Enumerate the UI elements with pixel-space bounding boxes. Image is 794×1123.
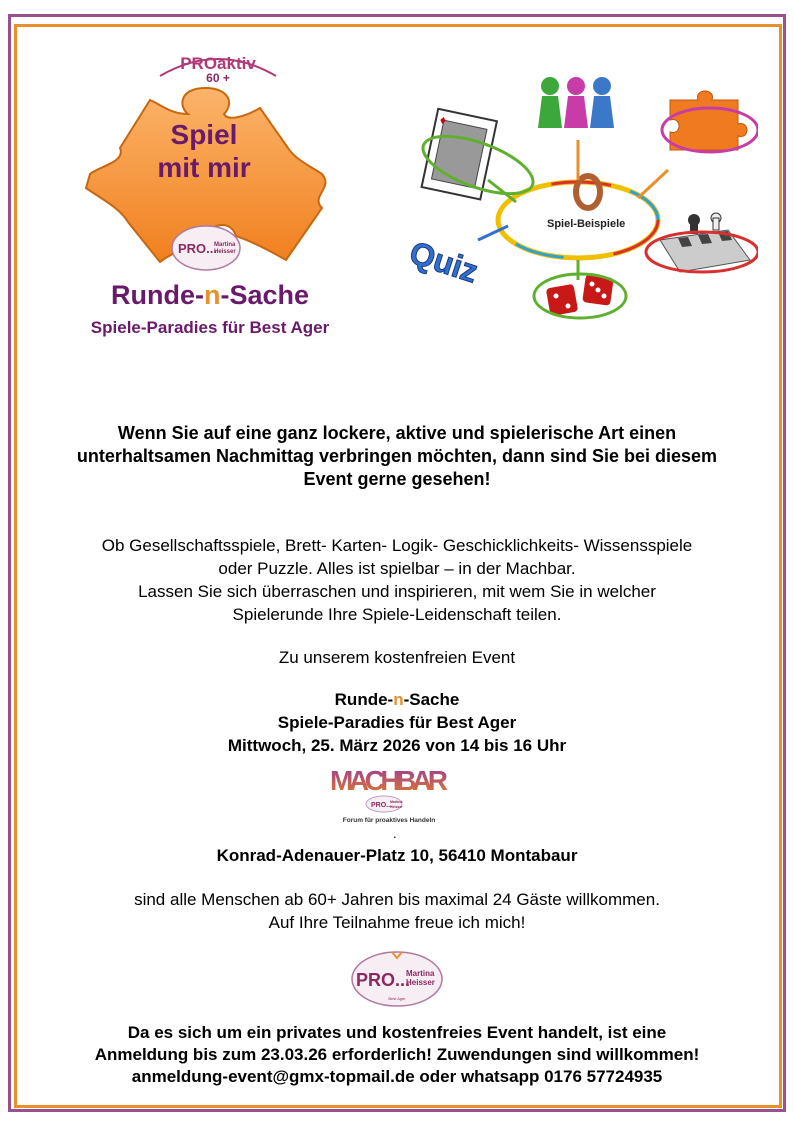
brand-name: PROaktiv (180, 54, 256, 73)
game-pawns-icon (538, 77, 614, 128)
chess-board-icon (660, 213, 750, 272)
event-title-part-3: -Sache (403, 690, 460, 709)
title-part-3: -Sache (220, 280, 310, 310)
title-part-1: Runde- (110, 280, 204, 310)
paragraph-games (40, 534, 754, 626)
brand-sub: 60 + (206, 71, 230, 85)
pro-badge-small (170, 224, 242, 272)
puzzle-line-2: mit mir (157, 152, 251, 183)
badge-small: Best Ager (388, 996, 406, 1001)
pro-martina-heisser-badge (350, 946, 444, 1008)
footer-line-2: Anmeldung bis zum 23.03.26 erforderlich! Zuwendungen sind willkommen! (94, 1045, 700, 1064)
footer-line-1: Da es sich um ein privates und kostenfreies Event handelt, ist eine (127, 1023, 667, 1042)
svg-text:♦: ♦ (438, 112, 448, 128)
intro-line-2: unterhaltsamen Nachmittag verbringen möchten, dann sind Sie bei diesem (76, 446, 718, 466)
pro-badge-small-name2: Heisser (214, 249, 236, 255)
machbar-name: MACHBAR (330, 765, 448, 796)
playing-card-icon (422, 109, 497, 200)
event-title (40, 688, 754, 711)
pro-badge-small-label: PRO... (178, 241, 218, 256)
badge-name2: Heisser (406, 978, 435, 987)
intro-line-3: Event gerne gesehen! (303, 469, 491, 489)
machbar-logo (324, 762, 454, 830)
intro-line-1: Wenn Sie auf eine ganz lockere, aktive und spielerische Art einen (117, 423, 677, 443)
badge-pro: PRO... (356, 970, 411, 990)
event-date: Mittwoch, 25. März 2026 von 14 bis 16 Uhr (227, 736, 567, 755)
games-illustration (398, 70, 758, 330)
spiel-beispiele-label: Spiel-Beispiele (547, 218, 626, 230)
title-part-n: n (203, 280, 221, 310)
puzzle-small-icon (670, 91, 747, 150)
main-subtitle: Spiele-Paradies für Best Ager (90, 318, 330, 337)
machbar-name1: Martina (390, 800, 403, 804)
paragraph-games-line-1: Ob Gesellschaftsspiele, Brett- Karten- Logik- Geschicklichkeits- Wissensspiele (101, 536, 693, 555)
registration-footer (40, 1022, 754, 1088)
games-illustration-svg (398, 70, 758, 330)
pro-badge-small-name1: Martina (214, 242, 236, 248)
paragraph-games-line-4: Spielerunde Ihre Spiele-Leidenschaft teilen. (232, 605, 562, 624)
spiel-mit-mir-logo (60, 48, 360, 348)
event-subtitle: Spiele-Paradies für Best Ager (277, 713, 517, 732)
paragraph-welcome (40, 888, 754, 934)
footer-contact: anmeldung-event@gmx-topmail.de oder whatsapp 0176 57724935 (131, 1067, 663, 1086)
puzzle-line-1: Spiel (170, 119, 238, 150)
event-title-part-1: Runde- (334, 690, 394, 709)
event-details (40, 688, 754, 757)
main-title (80, 280, 340, 311)
badge-name1: Martina (406, 969, 435, 978)
machbar-tagline: Forum für proaktives Handeln (342, 817, 436, 824)
event-title-part-n: n (393, 690, 404, 709)
machbar-name2: Heisser (390, 805, 403, 809)
machbar-pro: PRO... (371, 802, 393, 809)
quiz-label: Quiz (405, 233, 483, 290)
dice-icon (546, 274, 614, 316)
paragraph-games-line-2: oder Puzzle. Alles ist spielbar – in der Machbar. (218, 559, 576, 578)
paragraph-invite: Zu unserem kostenfreien Event (278, 648, 516, 667)
puzzle-title (124, 118, 284, 184)
paragraph-games-line-3: Lassen Sie sich überraschen und inspirieren, mit wem Sie in welcher (138, 582, 656, 601)
paragraph-welcome-line-2: Auf Ihre Teilnahme freue ich mich! (268, 913, 526, 932)
paragraph-welcome-line-1: sind alle Menschen ab 60+ Jahren bis maximal 24 Gäste willkommen. (134, 890, 660, 909)
address: Konrad-Adenauer-Platz 10, 56410 Montabaur (216, 846, 578, 865)
intro-text (40, 422, 754, 491)
quiz-icon (405, 234, 482, 290)
separator-dot: . (393, 826, 397, 841)
